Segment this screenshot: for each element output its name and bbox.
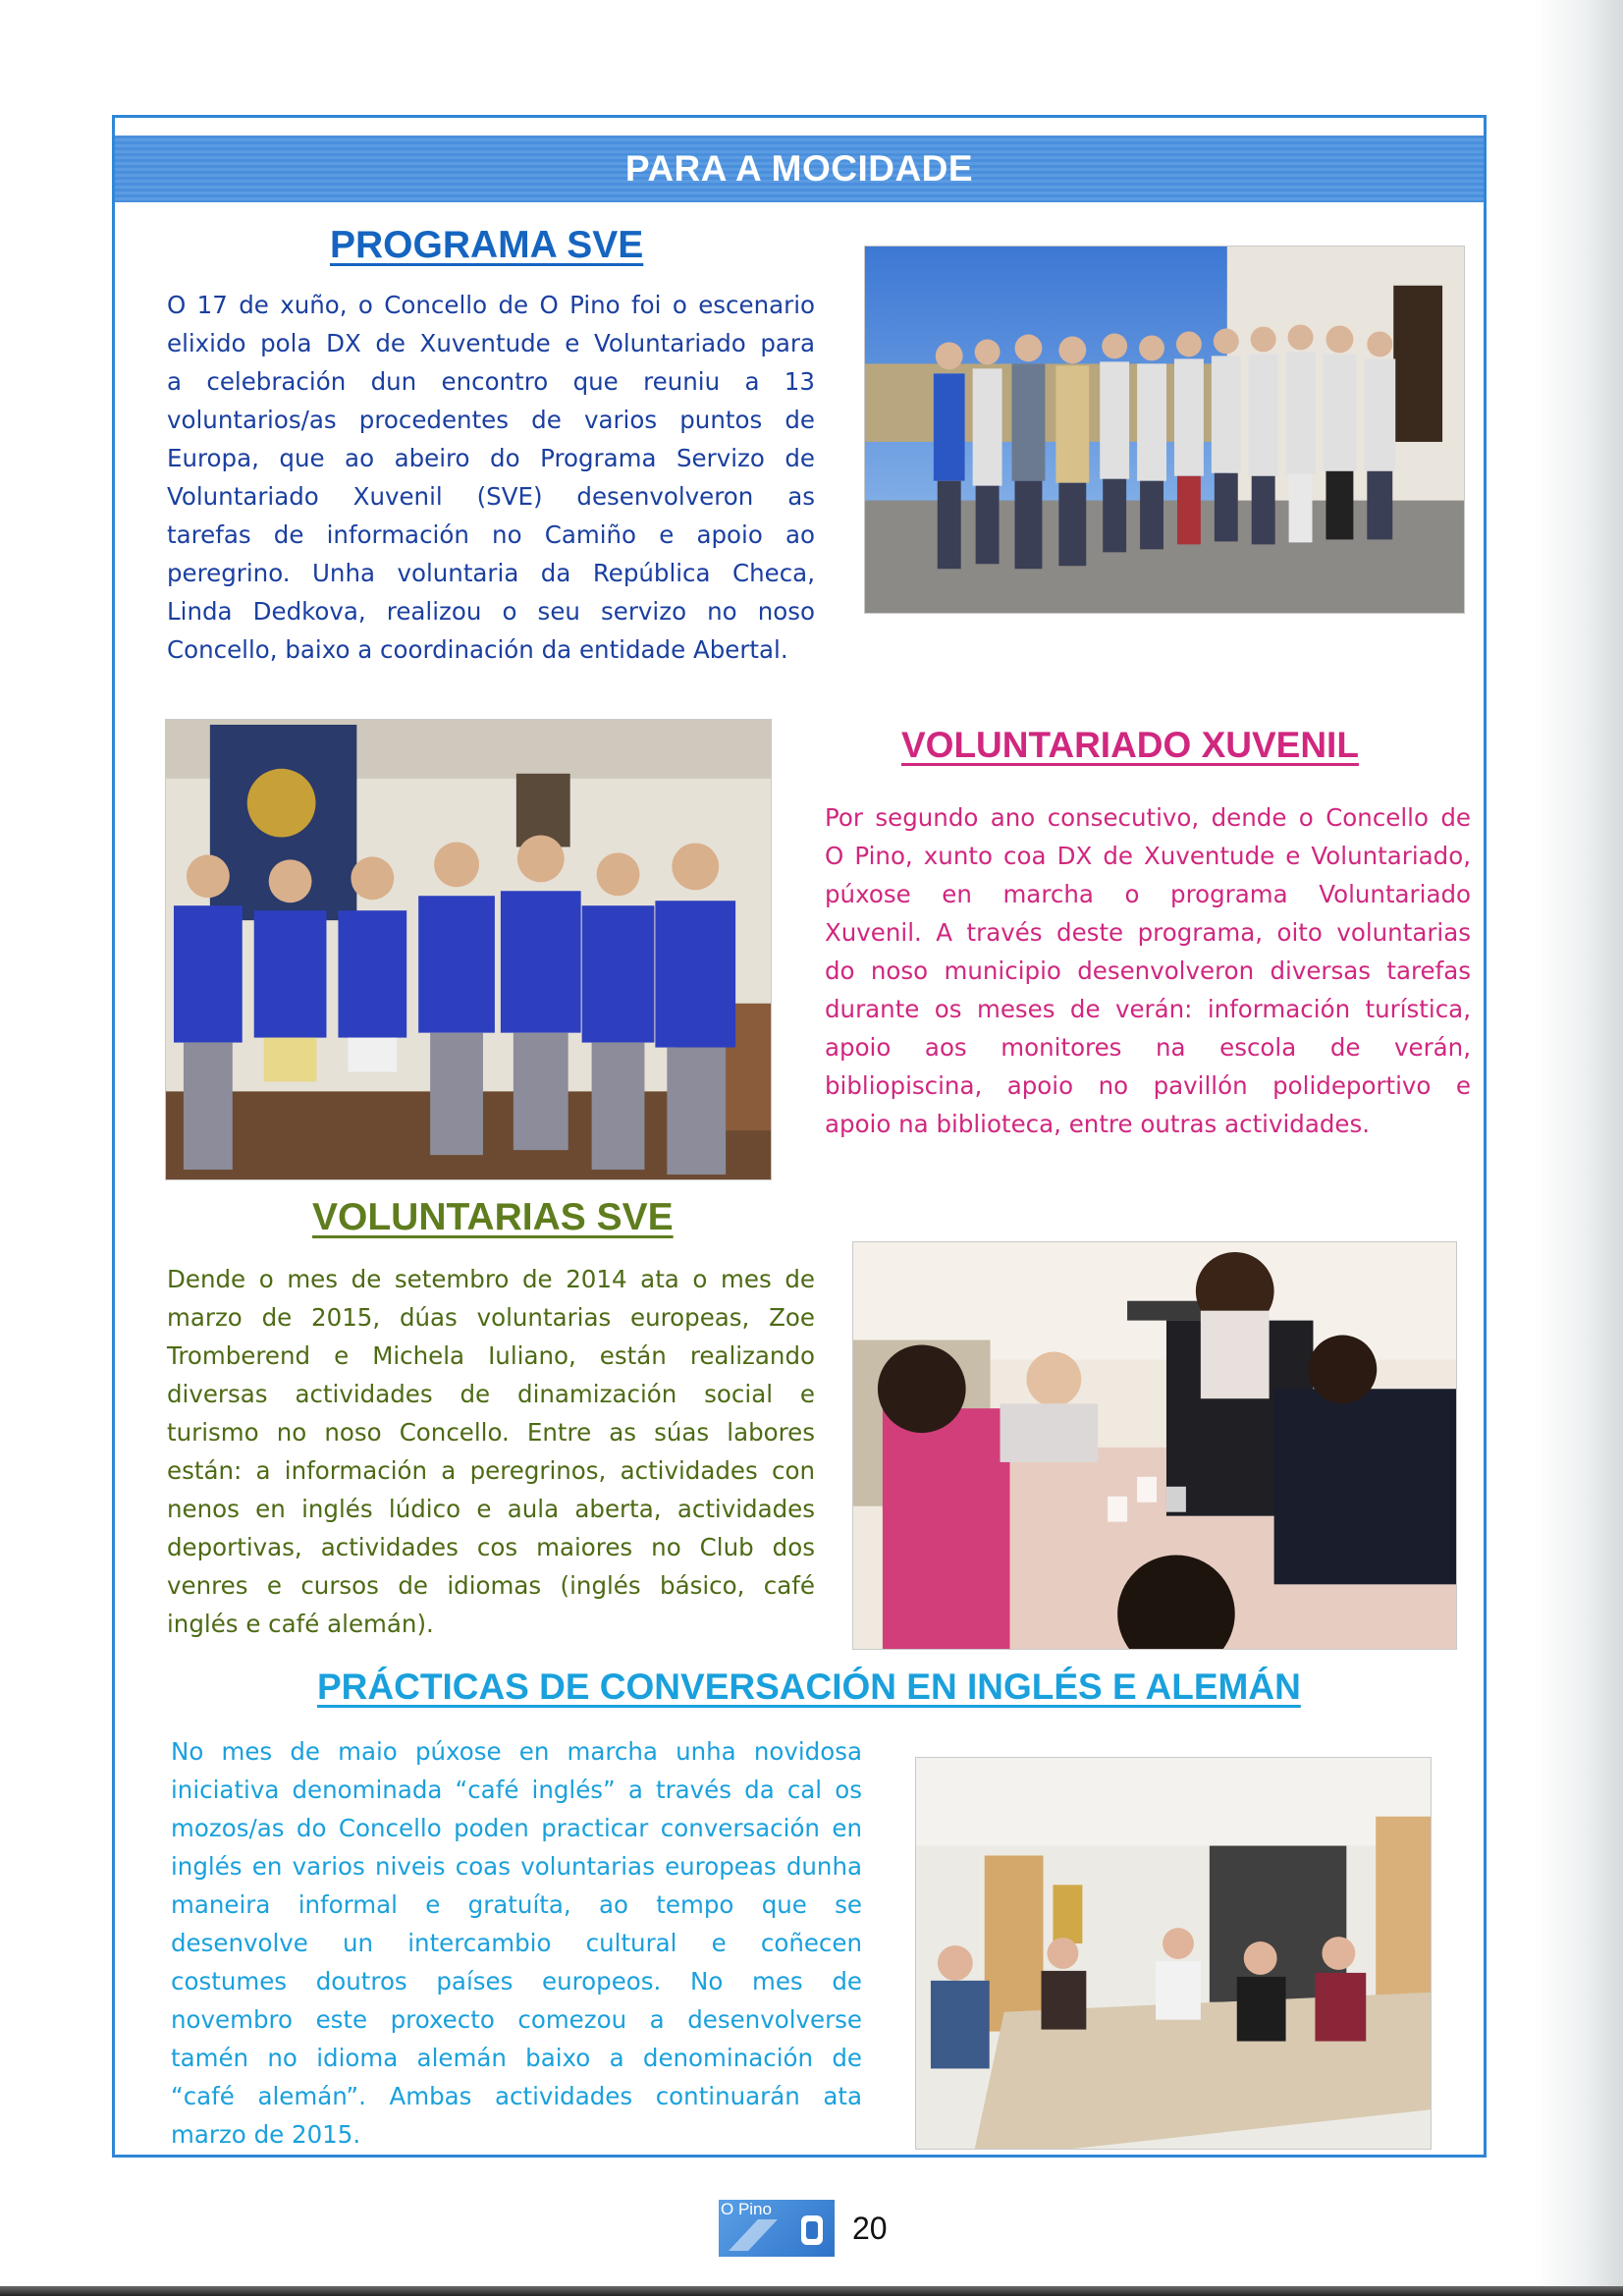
text-line: novembro este proxecto comezou a desenvolverse	[171, 2005, 862, 2034]
text-line: están: a información a peregrinos, actividades con	[167, 1456, 815, 1485]
voluntariado-xuvenil-text	[825, 798, 1471, 1143]
text-line: turismo no noso Concello. Entre as súas labores	[167, 1418, 815, 1447]
text-line: Por segundo ano consecutivo, dende o Concello de	[825, 803, 1471, 832]
practicas-text	[171, 1732, 862, 2154]
text-line: diversas actividades de dinamización social e	[167, 1380, 815, 1408]
programa-sve-text	[167, 286, 815, 669]
text-line: Dende o mes de setembro de 2014 ata o mes de	[167, 1265, 815, 1293]
text-line: marzo de 2015.	[171, 2120, 361, 2149]
text-line: do noso municipio desenvolveron diversas tarefas	[825, 957, 1471, 985]
text-line: peregrino. Unha voluntaria da República Checa,	[167, 559, 815, 587]
header-title: PARA A MOCIDADE	[624, 148, 974, 189]
section-header	[115, 136, 1484, 202]
text-line: inglés e café alemán).	[167, 1610, 434, 1638]
text-line: bibliopiscina, apoio no pavillón polideportivo e	[825, 1071, 1471, 1100]
group-photo-sve-image	[865, 246, 1464, 613]
text-line: Voluntariado Xuvenil (SVE) desenvolveron as	[167, 482, 815, 511]
voluntarias-sve-text	[167, 1260, 815, 1643]
coat-of-arms-icon	[719, 2200, 835, 2257]
text-line: Europa, que ao abeiro do Programa Servizo de	[167, 444, 815, 472]
text-line: mozos/as do Concello poden practicar conversación en	[171, 1814, 862, 1842]
text-line: Linda Dedkova, realizou o seu servizo no noso	[167, 597, 815, 626]
text-line: No mes de maio púxose en marcha unha novidosa	[171, 1737, 862, 1766]
text-line: voluntarios/as procedentes de varios puntos de	[167, 406, 815, 434]
text-line: marzo de 2015, dúas voluntarias europeas, Zoe	[167, 1303, 815, 1332]
voluntariado-xuvenil-title: VOLUNTARIADO XUVENIL	[901, 725, 1359, 765]
page-edge-shadow	[1535, 0, 1623, 2296]
concello-logo	[719, 2200, 835, 2257]
text-line: apoio na biblioteca, entre outras actividades.	[825, 1110, 1371, 1138]
text-line: tamén no idioma alemán baixo a denominación de	[171, 2044, 862, 2072]
group-photo-sve	[864, 246, 1465, 614]
text-line: O 17 de xuño, o Concello de O Pino foi o escenario	[167, 291, 815, 319]
text-line: Tromberend e Michela Iuliano, están realizando	[167, 1341, 815, 1370]
text-line: elixido pola DX de Xuventude e Voluntariado para	[167, 329, 815, 357]
text-line: a celebración dun encontro que reuniu a 13	[167, 367, 815, 396]
page-number: 20	[852, 2210, 888, 2246]
text-line: costumes doutros países europeos. No mes de	[171, 1967, 862, 1995]
page-footer	[719, 2200, 888, 2257]
text-line: durante os meses de verán: información turística,	[825, 995, 1471, 1023]
logo-text: O Pino	[721, 2200, 772, 2218]
text-line: venres e cursos de idiomas (inglés básico, café	[167, 1571, 815, 1600]
programa-sve-title: PROGRAMA SVE	[330, 224, 644, 266]
volunteers-blue-shirts-image	[166, 720, 771, 1179]
children-activity-image	[853, 1242, 1456, 1649]
text-line: nenos en inglés lúdico e aula aberta, actividades	[167, 1495, 815, 1523]
conversation-class-photo	[915, 1757, 1432, 2150]
scan-bottom-edge	[0, 2286, 1623, 2296]
children-activity-photo	[852, 1241, 1457, 1650]
text-line: apoio aos monitores na escola de verán,	[825, 1033, 1471, 1062]
text-line: desenvolve un intercambio cultural e coñecen	[171, 1929, 862, 1957]
text-line: púxose en marcha o programa Voluntariado	[825, 880, 1471, 908]
voluntarias-sve-title: VOLUNTARIAS SVE	[312, 1196, 674, 1238]
text-line: inglés en varios niveis coas voluntarias europeas dunha	[171, 1852, 862, 1881]
text-line: O Pino, xunto coa DX de Xuventude e Voluntariado,	[825, 842, 1471, 870]
conversation-class-image	[916, 1758, 1431, 2149]
text-line: maneira informal e gratuíta, ao tempo que se	[171, 1890, 862, 1919]
volunteers-blue-shirts-photo	[165, 719, 772, 1180]
text-line: tarefas de información no Camiño e apoio ao	[167, 520, 815, 549]
text-line: deportivas, actividades cos maiores no Club dos	[167, 1533, 815, 1561]
text-line: Xuvenil. A través deste programa, oito voluntarias	[825, 918, 1471, 947]
practicas-title: PRÁCTICAS DE CONVERSACIÓN EN INGLÉS E ALEMÁN	[317, 1667, 1301, 1707]
text-line: Concello, baixo a coordinación da entidade Abertal.	[167, 635, 788, 664]
text-line: “café alemán”. Ambas actividades continuarán ata	[171, 2082, 862, 2110]
text-line: iniciativa denominada “café inglés” a través da cal os	[171, 1776, 862, 1804]
